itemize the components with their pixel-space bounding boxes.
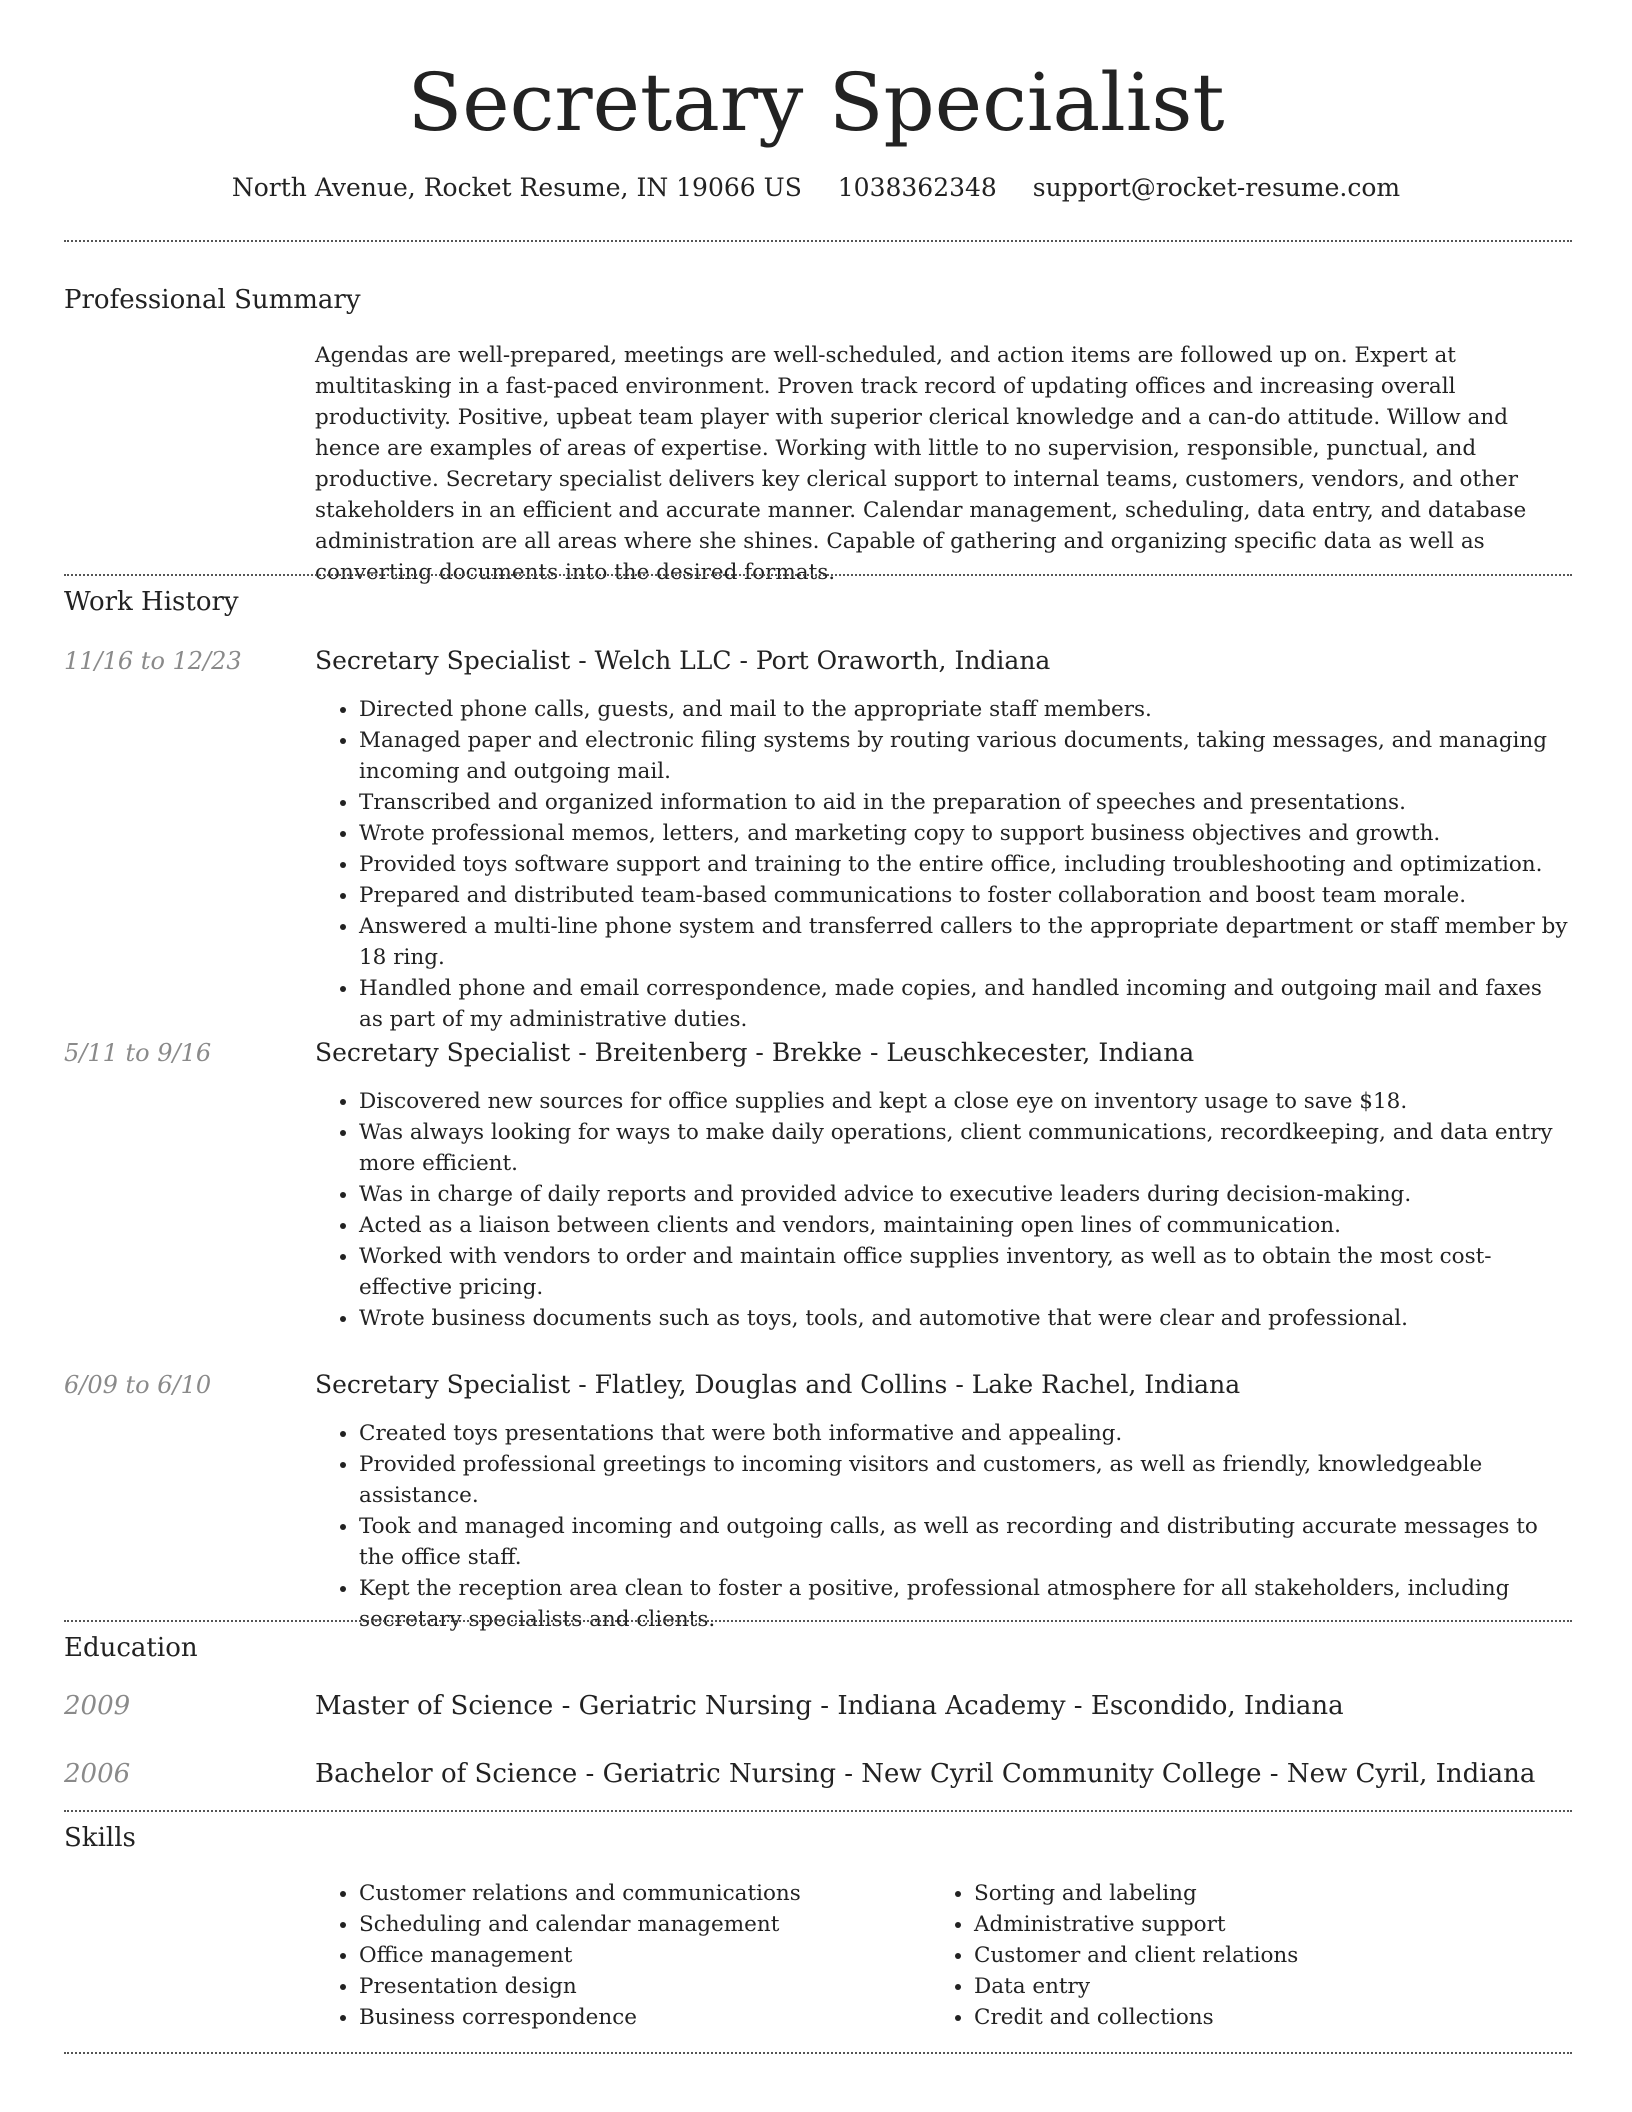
list-item: • Was in charge of daily reports and provided advice to executive leaders during decision-making. <box>359 1179 1570 1210</box>
divider <box>64 2052 1572 2054</box>
job-bullets <box>315 694 1570 1035</box>
divider <box>64 240 1572 242</box>
list-item: • Kept the reception area clean to foster a positive, professional atmosphere for all stakeholders, including secretary specialists and clients. <box>359 1573 1570 1635</box>
list-item: • Handled phone and email correspondence, made copies, and handled incoming and outgoing mail and faxes as part of my administrative duties. <box>359 973 1570 1035</box>
job-title: Secretary Specialist - Welch LLC - Port Oraworth, Indiana <box>315 646 1051 675</box>
skills-list-left <box>315 1878 959 2033</box>
list-item: • Sorting and labeling <box>974 1878 1574 1909</box>
list-item: • Managed paper and electronic filing systems by routing various documents, taking messages, and managing incoming and outgoing mail. <box>359 725 1570 787</box>
list-item: • Provided professional greetings to incoming visitors and customers, as well as friendly, knowledgeable assistance. <box>359 1449 1570 1511</box>
list-item: • Took and managed incoming and outgoing calls, as well as recording and distributing accurate messages to the office staff. <box>359 1511 1570 1573</box>
list-item: • Worked with vendors to order and maintain office supplies inventory, as well as to obtain the most cost-effective pricing. <box>359 1241 1570 1303</box>
list-item: • Scheduling and calendar management <box>359 1909 959 1940</box>
job-title: Secretary Specialist - Breitenberg - Brekke - Leuschkecester, Indiana <box>315 1038 1195 1067</box>
education-degree: Master of Science - Geriatric Nursing - Indiana Academy - Escondido, Indiana <box>315 1691 1344 1721</box>
divider <box>64 1620 1572 1622</box>
list-item: • Customer and client relations <box>974 1940 1574 1971</box>
candidate-name: Secretary Specialist <box>407 56 1225 149</box>
list-item: • Transcribed and organized information to aid in the preparation of speeches and presentations. <box>359 787 1570 818</box>
list-item: • Provided toys software support and training to the entire office, including troubleshooting and optimization. <box>359 849 1570 880</box>
list-item: • Directed phone calls, guests, and mail to the appropriate staff members. <box>359 694 1570 725</box>
list-item: • Business correspondence <box>359 2002 959 2033</box>
contact-line <box>0 168 1632 208</box>
email: support@rocket-resume.com <box>1032 173 1401 202</box>
section-title-skills: Skills <box>64 1823 136 1853</box>
summary-text: Agendas are well-prepared, meetings are well-scheduled, and action items are followed up on. Expert at multitasking in a fast-paced environment. Proven track record of updating offices and increasing overall productivity. Positive, upbeat team player with superior clerical knowledge and a can-do attitude. Willow and hence are examples of areas of expertise. Working with little to no supervision, responsible, punctual, and productive. Secretary specialist delivers key clerical support to internal teams, customers, vendors, and other stakeholders in an efficient and accurate manner. Calendar management, scheduling, data entry, and database administration are all areas where she shines. Capable of gathering and organizing specific data as well as converting documents into the desired formats. <box>315 343 1527 585</box>
list-item: • Wrote professional memos, letters, and marketing copy to support business objectives and growth. <box>359 818 1570 849</box>
section-title-education: Education <box>64 1633 198 1663</box>
list-item: • Discovered new sources for office supplies and kept a close eye on inventory usage to save $18. <box>359 1086 1570 1117</box>
education-year: 2006 <box>64 1759 131 1789</box>
list-item: • Was always looking for ways to make daily operations, client communications, recordkeeping, and data entry more efficient. <box>359 1117 1570 1179</box>
job-bullets <box>315 1418 1570 1635</box>
education-degree: Bachelor of Science - Geriatric Nursing - New Cyril Community College - New Cyril, Indiana <box>315 1759 1536 1789</box>
divider <box>64 1810 1572 1812</box>
list-item: • Acted as a liaison between clients and vendors, maintaining open lines of communication. <box>359 1210 1570 1241</box>
section-title-work-history: Work History <box>64 587 239 617</box>
list-item: • Prepared and distributed team-based communications to foster collaboration and boost team morale. <box>359 880 1570 911</box>
divider <box>64 574 1572 576</box>
list-item: • Created toys presentations that were both informative and appealing. <box>359 1418 1570 1449</box>
list-item: • Office management <box>359 1940 959 1971</box>
job-dates: 5/11 to 9/16 <box>64 1039 212 1067</box>
list-item: • Answered a multi-line phone system and transferred callers to the appropriate department or staff member by 18 ring. <box>359 911 1570 973</box>
skills-list-right <box>930 1878 1574 2033</box>
education-year: 2009 <box>64 1691 131 1721</box>
list-item: • Data entry <box>974 1971 1574 2002</box>
list-item: • Administrative support <box>974 1909 1574 1940</box>
list-item: • Credit and collections <box>974 2002 1574 2033</box>
phone: 1038362348 <box>837 173 997 202</box>
job-title: Secretary Specialist - Flatley, Douglas and Collins - Lake Rachel, Indiana <box>315 1370 1241 1399</box>
job-dates: 11/16 to 12/23 <box>64 647 242 675</box>
list-item: • Presentation design <box>359 1971 959 2002</box>
job-bullets <box>315 1086 1570 1334</box>
section-title-summary: Professional Summary <box>64 285 361 315</box>
list-item: • Wrote business documents such as toys, tools, and automotive that were clear and professional. <box>359 1303 1570 1334</box>
job-dates: 6/09 to 6/10 <box>64 1371 212 1399</box>
address: North Avenue, Rocket Resume, IN 19066 US <box>231 173 802 202</box>
list-item: • Customer relations and communications <box>359 1878 959 1909</box>
